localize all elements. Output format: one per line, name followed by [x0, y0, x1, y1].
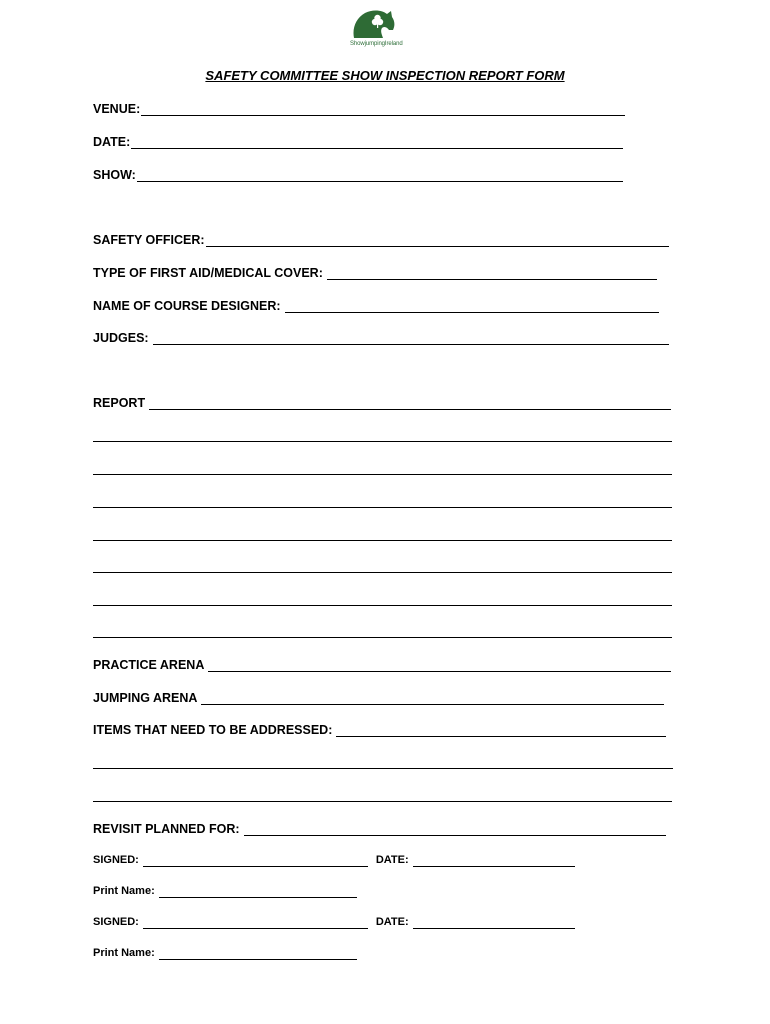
print-name-row-1[interactable] [93, 882, 357, 898]
signed-label: SIGNED: [93, 916, 139, 928]
practice-arena-label: PRACTICE ARENA [93, 658, 205, 672]
items-blank-line[interactable] [93, 768, 673, 769]
date-line[interactable] [131, 136, 623, 149]
jumping-arena-line[interactable] [201, 692, 664, 705]
first-aid-field[interactable] [93, 264, 657, 280]
signature-row-2[interactable] [93, 913, 575, 929]
report-blank-line[interactable] [93, 474, 672, 475]
practice-arena-field[interactable] [93, 656, 671, 672]
report-label: REPORT [93, 396, 146, 410]
judges-label: JUDGES: [93, 331, 149, 345]
first-aid-line[interactable] [327, 267, 657, 280]
revisit-label: REVISIT PLANNED FOR: [93, 822, 240, 836]
signed-date-line[interactable] [413, 854, 575, 867]
report-blank-line[interactable] [93, 441, 672, 442]
show-line[interactable] [137, 169, 623, 182]
safety-officer-line[interactable] [206, 234, 669, 247]
report-blank-line[interactable] [93, 605, 672, 606]
print-name-line[interactable] [159, 947, 357, 960]
report-blank-line[interactable] [93, 507, 672, 508]
report-blank-line[interactable] [93, 572, 672, 573]
venue-label: VENUE: [93, 102, 141, 116]
report-blank-line[interactable] [93, 540, 672, 541]
items-blank-line[interactable] [93, 801, 672, 802]
print-name-row-2[interactable] [93, 944, 357, 960]
form-title: SAFETY COMMITTEE SHOW INSPECTION REPORT FORM [205, 68, 565, 83]
date-field[interactable] [93, 133, 623, 149]
practice-arena-line[interactable] [208, 659, 671, 672]
report-blank-line[interactable] [93, 637, 672, 638]
revisit-field[interactable] [93, 820, 666, 836]
safety-officer-label: SAFETY OFFICER: [93, 233, 205, 247]
show-field[interactable] [93, 166, 623, 182]
signed-date-label: DATE: [375, 854, 409, 866]
judges-field[interactable] [93, 329, 669, 345]
signed-label: SIGNED: [93, 854, 139, 866]
revisit-line[interactable] [244, 823, 666, 836]
items-addressed-label: ITEMS THAT NEED TO BE ADDRESSED: [93, 723, 333, 737]
course-designer-field[interactable] [93, 297, 659, 313]
horse-logo-icon [349, 8, 421, 42]
print-name-label: Print Name: [93, 885, 155, 897]
signature-row-1[interactable] [93, 851, 575, 867]
logo-text: ShowjumpingIreland [350, 41, 403, 47]
show-label: SHOW: [93, 168, 136, 182]
venue-line[interactable] [141, 103, 625, 116]
items-addressed-line[interactable] [336, 724, 666, 737]
course-designer-label: NAME OF COURSE DESIGNER: [93, 299, 281, 313]
items-addressed-field[interactable] [93, 721, 666, 737]
signed-date-line[interactable] [413, 916, 575, 929]
report-line[interactable] [149, 397, 671, 410]
print-name-label: Print Name: [93, 947, 155, 959]
report-field[interactable] [93, 394, 671, 410]
print-name-line[interactable] [159, 885, 357, 898]
venue-field[interactable] [93, 100, 625, 116]
first-aid-label: TYPE OF FIRST AID/MEDICAL COVER: [93, 266, 323, 280]
signed-date-label: DATE: [375, 916, 409, 928]
signed-line[interactable] [143, 854, 368, 867]
date-label: DATE: [93, 135, 131, 149]
course-designer-line[interactable] [285, 300, 659, 313]
safety-officer-field[interactable] [93, 231, 669, 247]
signed-line[interactable] [143, 916, 368, 929]
judges-line[interactable] [153, 332, 669, 345]
jumping-arena-field[interactable] [93, 689, 664, 705]
logo [349, 8, 421, 52]
jumping-arena-label: JUMPING ARENA [93, 691, 198, 705]
